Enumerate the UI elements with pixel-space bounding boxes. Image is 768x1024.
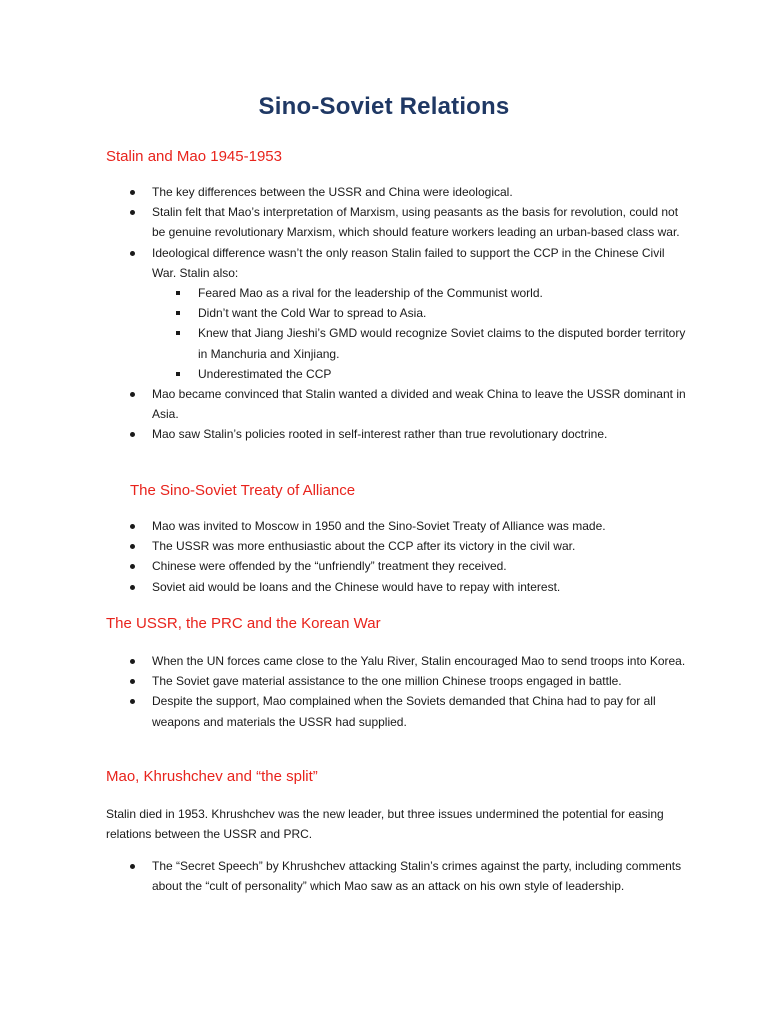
bullet-list-treaty xyxy=(126,516,686,597)
section-heading-treaty: The Sino-Soviet Treaty of Alliance xyxy=(130,482,356,499)
list-item: Mao saw Stalin’s policies rooted in self-interest rather than true revolutionary doctrine. xyxy=(126,424,686,444)
list-item: Mao became convinced that Stalin wanted a divided and weak China to leave the USSR dominant in Asia. xyxy=(126,384,686,424)
list-item: The USSR was more enthusiastic about the CCP after its victory in the civil war. xyxy=(126,536,686,556)
list-item xyxy=(126,243,686,384)
section-heading-split: Mao, Khrushchev and “the split” xyxy=(106,768,318,785)
list-item: Mao was invited to Moscow in 1950 and the Sino-Soviet Treaty of Alliance was made. xyxy=(126,516,686,536)
list-item: The “Secret Speech” by Khrushchev attacking Stalin’s crimes against the party, including comments about the “cult of personality” which Mao saw as an attack on his own style of leadership. xyxy=(126,856,686,896)
sub-list-item: Knew that Jiang Jieshi’s GMD would recognize Soviet claims to the disputed border territory in Manchuria and Xinjiang. xyxy=(152,323,686,363)
section-paragraph: Stalin died in 1953. Khrushchev was the new leader, but three issues undermined the potential for easing relations between the USSR and PRC. xyxy=(106,807,664,842)
list-item-text: Ideological difference wasn’t the only reason Stalin failed to support the CCP in the Chinese Civil War. Stalin also: xyxy=(152,245,665,280)
list-item: The Soviet gave material assistance to the one million Chinese troops engaged in battle. xyxy=(126,671,686,691)
list-item: Soviet aid would be loans and the Chinese would have to repay with interest. xyxy=(126,577,686,597)
sub-bullet-list xyxy=(152,283,686,384)
bullet-list-korean-war xyxy=(126,651,686,732)
bullet-list-split xyxy=(126,856,686,896)
list-item: Stalin felt that Mao’s interpretation of Marxism, using peasants as the basis for revolution, could not be genuine revolutionary Marxism, which should feature workers leading an urban-based class war. xyxy=(126,202,686,242)
list-item: Chinese were offended by the “unfriendly” treatment they received. xyxy=(126,556,686,576)
sub-list-item: Underestimated the CCP xyxy=(152,364,686,384)
bullet-list-stalin-mao xyxy=(126,182,686,445)
section-heading-korean-war: The USSR, the PRC and the Korean War xyxy=(106,615,381,632)
list-item: Despite the support, Mao complained when the Soviets demanded that China had to pay for all weapons and materials the USSR had supplied. xyxy=(126,691,686,731)
sub-list-item: Didn’t want the Cold War to spread to Asia. xyxy=(152,303,686,323)
page-title: Sino-Soviet Relations xyxy=(258,93,510,120)
sub-list-item: Feared Mao as a rival for the leadership of the Communist world. xyxy=(152,283,686,303)
list-item: The key differences between the USSR and China were ideological. xyxy=(126,182,686,202)
section-heading-stalin-mao: Stalin and Mao 1945-1953 xyxy=(106,148,282,165)
list-item: When the UN forces came close to the Yalu River, Stalin encouraged Mao to send troops into Korea. xyxy=(126,651,686,671)
